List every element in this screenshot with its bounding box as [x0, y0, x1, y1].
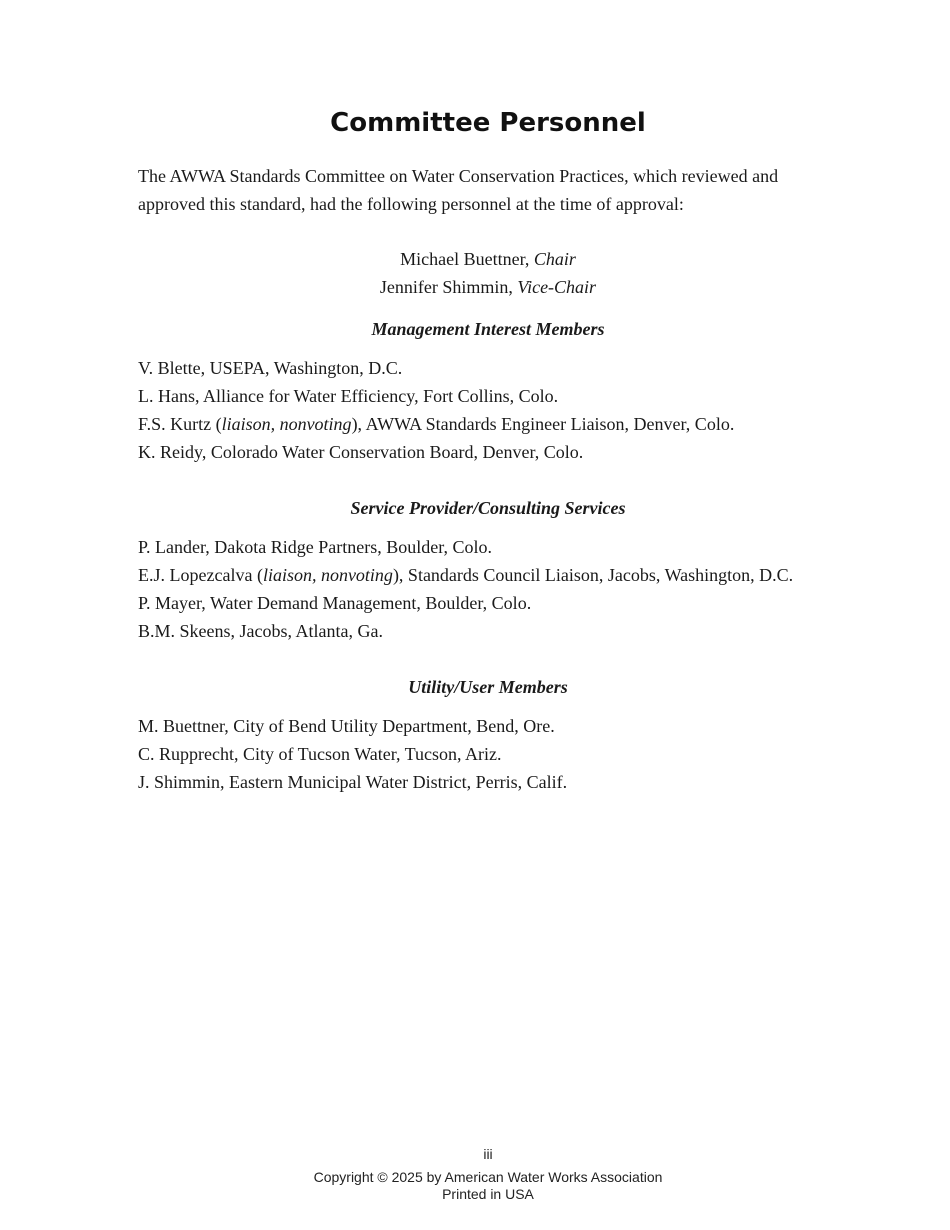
officer-name: Jennifer Shimmin, [379, 277, 513, 297]
officer-chair [0, 245, 950, 273]
member-item: F.S. Kurtz (liaison, nonvoting), AWWA Standards Engineer Liaison, Denver, Colo. [138, 414, 735, 434]
committee-officers [0, 245, 950, 301]
page-title: Committee Personnel [330, 108, 646, 138]
officer-name: Michael Buettner, [400, 249, 530, 269]
member-item: M. Buettner, City of Bend Utility Department, Bend, Ore. [138, 716, 555, 736]
section-heading-management: Management Interest Members [371, 319, 605, 339]
member-item: V. Blette, USEPA, Washington, D.C. [138, 358, 403, 378]
page-number: iii [483, 1146, 493, 1162]
member-list-management [138, 354, 918, 466]
member-item: C. Rupprecht, City of Tucson Water, Tucson, Ariz. [138, 744, 502, 764]
member-list-service-provider [138, 533, 918, 645]
printed-notice: Printed in USA [442, 1186, 534, 1202]
officer-role: Chair [533, 249, 576, 269]
member-item: L. Hans, Alliance for Water Efficiency, Fort Collins, Colo. [138, 386, 559, 406]
member-item: B.M. Skeens, Jacobs, Atlanta, Ga. [138, 621, 383, 641]
member-item: E.J. Lopezcalva (liaison, nonvoting), Standards Council Liaison, Jacobs, Washington, D.C. [138, 565, 794, 585]
member-list-utility-user [138, 712, 918, 796]
officer-vice-chair [0, 273, 950, 301]
member-item: J. Shimmin, Eastern Municipal Water District, Perris, Calif. [138, 772, 568, 792]
section-heading-service-provider: Service Provider/Consulting Services [350, 498, 626, 518]
member-item: P. Lander, Dakota Ridge Partners, Boulder, Colo. [138, 537, 492, 557]
officer-role: Vice-Chair [517, 277, 597, 297]
intro-paragraph: The AWWA Standards Committee on Water Conservation Practices, which reviewed and approved this standard, had the following personnel at the time of approval: [138, 166, 779, 214]
section-heading-utility-user: Utility/User Members [408, 677, 568, 697]
member-item: P. Mayer, Water Demand Management, Boulder, Colo. [138, 593, 532, 613]
liaison-note: liaison, nonvoting [221, 414, 352, 434]
copyright-notice: Copyright © 2025 by American Water Works Association [313, 1169, 663, 1185]
member-item: K. Reidy, Colorado Water Conservation Board, Denver, Colo. [138, 442, 584, 462]
liaison-note: liaison, nonvoting [262, 565, 393, 585]
